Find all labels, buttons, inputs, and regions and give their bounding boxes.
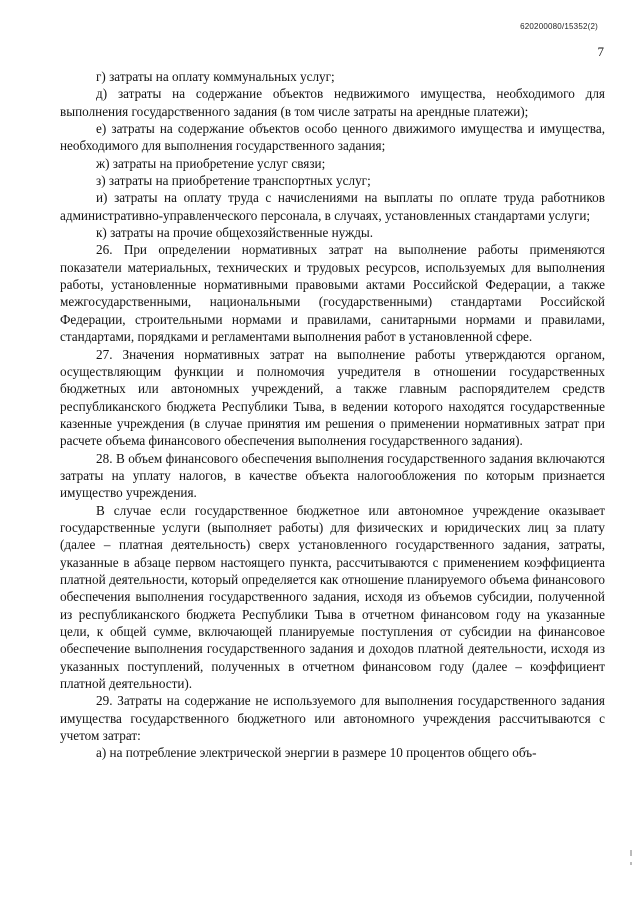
paragraph-item-k: к) затраты на прочие общехозяйственные нужды. [96,225,374,241]
paragraph-item-g: г) затраты на оплату коммунальных услуг; [96,69,335,84]
paragraph-29: 29. Затраты на содержание не используемого для выполнения государственного задания имущества государственного бюджетного или автономного учреждения рассчитываются с учетом затрат: [60,693,605,744]
scan-edge-mark [630,862,632,865]
document-body [60,68,605,762]
paragraph-item-zh: ж) затраты на приобретение услуг связи; [96,155,326,171]
paragraph-item-z: з) затраты на приобретение транспортных услуг; [96,173,371,189]
document-id: 620200080/15352(2) [520,22,598,31]
paragraph-item-e: е) затраты на содержание объектов особо ценного движимого имущества и имущества, необходимого для выполнения государственного задания; [60,121,605,154]
page-number: 7 [597,44,604,59]
paragraph-28-continued: В случае если государственное бюджетное или автономное учреждение оказывает государственные услуги (выполняет работы) для физических и юридических лиц за плату (далее – платная деятельность) сверх установленного государственного задания, затраты, указанные в абзаце первом настоящего пункта, рассчитываются с применением коэффициента платной деятельности, который определяется как отношение планируемого объема финансового обеспечения выполнения государственного задания, исходя из объемов субсидии, полученной из республиканского бюджета Республики Тыва в отчетном финансовом году на указанные цели, к общей сумме, включающей планируемые поступления от субсидии на финансовое обеспечение выполнения государственного задания и доходов платной деятельности, исходя из указанных поступлений, полученных в отчетном финансовом году (далее – коэффициент платной деятельности). [60,502,605,692]
scan-edge-mark [630,850,632,856]
paragraph-item-i: и) затраты на оплату труда с начислениями на выплаты по оплате труда работников административно-управленческого персонала, в случаях, установленных стандартами услуги; [60,190,605,223]
paragraph-29-item-a: а) на потребление электрической энергии в размере 10 процентов общего объ- [96,745,537,761]
paragraph-item-d: д) затраты на содержание объектов недвижимого имущества, необходимого для выполнения государственного задания (в том числе затраты на арендные платежи); [60,86,605,119]
paragraph-28: 28. В объем финансового обеспечения выполнения государственного задания включаются затраты на уплату налогов, в качестве объекта налогообложения по которым признается имущество учреждения. [60,450,605,501]
paragraph-27: 27. Значения нормативных затрат на выполнение работы утверждаются органом, осуществляющим функции и полномочия учредителя в отношении государственных бюджетных или автономных учреждений, а также главным распорядителем средств республиканского бюджета Республики Тыва, в ведении которого находятся государственные казенные учреждения (в случае принятия им решения о применении нормативных затрат при расчете объема финансового обеспечения выполнения государственного задания). [60,346,605,449]
paragraph-26: 26. При определении нормативных затрат на выполнение работы применяются показатели материальных, технических и трудовых ресурсов, используемых для выполнения работы, установленные нормативными правовыми актами Российской Федерации, а также межгосударственными, национальными (государственными) стандартами Российской Федерации, строительными нормами и правилами, санитарными нормами и правилами, стандартами, порядками и регламентами выполнения работ в установленной сфере. [60,242,605,345]
